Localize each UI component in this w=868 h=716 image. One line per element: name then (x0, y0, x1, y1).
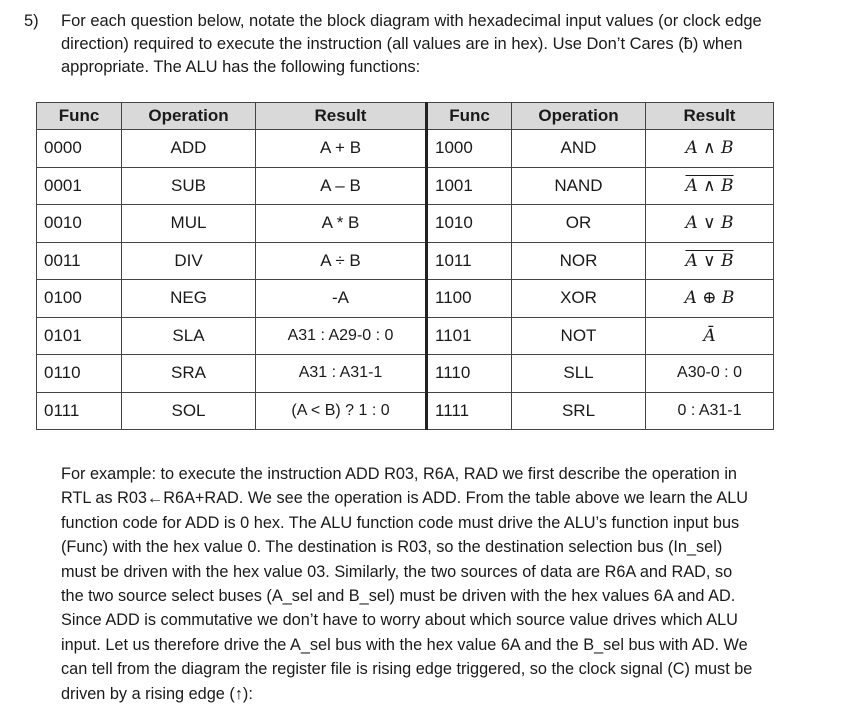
operation: ADD (122, 130, 256, 168)
operation: NAND (512, 167, 646, 205)
result: A ∨ B (646, 205, 774, 243)
result: A ∨ B (685, 250, 734, 271)
result: A31 : A29-0 : 0 (256, 317, 427, 355)
result: 0 : A31-1 (646, 392, 774, 430)
question-line: direction) required to execute the instruction (all values are in hex). Use Don’t Cares (ƀ) when (61, 35, 743, 53)
operation: NOT (512, 317, 646, 355)
table-row (37, 242, 774, 280)
question-number: 5) (24, 12, 39, 30)
operation: SUB (122, 167, 256, 205)
func-code: 1101 (427, 317, 512, 355)
header-result: Result (256, 103, 427, 130)
result: A ∧ B (685, 175, 734, 196)
header-operation: Operation (122, 103, 256, 130)
example-line: must be driven with the hex value 03. Similarly, the two sources of data are R6A and RAD, so (61, 562, 733, 581)
operation: NEG (122, 280, 256, 318)
operation: OR (512, 205, 646, 243)
result: A ⊕ B (646, 280, 774, 318)
func-code: 1011 (427, 242, 512, 280)
func-code: 1111 (427, 392, 512, 430)
question-line: For each question below, notate the block diagram with hexadecimal input values (or clock edge (61, 12, 762, 30)
func-code: 0101 (37, 317, 122, 355)
result: A30-0 : 0 (646, 355, 774, 393)
func-code: 0011 (37, 242, 122, 280)
example-paragraph (61, 462, 821, 706)
example-line: function code for ADD is 0 hex. The ALU function code must drive the ALU’s function input bus (61, 513, 740, 532)
operation: SRL (512, 392, 646, 430)
example-line: (Func) with the hex value 0. The destination is R03, so the destination selection bus (In_sel) (61, 538, 723, 557)
func-code: 1110 (427, 355, 512, 393)
header-func: Func (37, 103, 122, 130)
question-line: appropriate. The ALU has the following functions: (61, 58, 421, 76)
result: A31 : A31-1 (256, 355, 427, 393)
result: A + B (256, 130, 427, 168)
operation: SLA (122, 317, 256, 355)
func-code: 1010 (427, 205, 512, 243)
header-func-2: Func (427, 103, 512, 130)
operation: DIV (122, 242, 256, 280)
result: (A < B) ? 1 : 0 (256, 392, 427, 430)
operation: SRA (122, 355, 256, 393)
operation: NOR (512, 242, 646, 280)
func-code: 1000 (427, 130, 512, 168)
table-row (37, 205, 774, 243)
result: A – B (256, 167, 427, 205)
example-line: driven by a rising edge (↑): (61, 684, 253, 703)
result: A ÷ B (256, 242, 427, 280)
result: -A (256, 280, 427, 318)
func-code: 0000 (37, 130, 122, 168)
table-row (37, 355, 774, 393)
header-result-2: Result (646, 103, 774, 130)
table-header-row (37, 103, 774, 130)
result: Ā (646, 317, 774, 355)
example-line: Since ADD is commutative we don’t have to worry about which source value drives which ALU (61, 611, 738, 630)
func-code: 0001 (37, 167, 122, 205)
header-operation-2: Operation (512, 103, 646, 130)
alu-function-table (36, 102, 774, 430)
operation: MUL (122, 205, 256, 243)
func-code: 0010 (37, 205, 122, 243)
example-line: the two source select buses (A_sel and B_sel) must be driven with the hex values 6A and AD. (61, 587, 736, 606)
result: A * B (256, 205, 427, 243)
example-line: RTL as R03←R6A+RAD. We see the operation is ADD. From the table above we learn the ALU (61, 489, 749, 508)
operation: SLL (512, 355, 646, 393)
table-row (37, 280, 774, 318)
operation: SOL (122, 392, 256, 430)
example-line: For example: to execute the instruction ADD R03, R6A, RAD we first describe the operation in (61, 465, 737, 483)
example-line: input. Let us therefore drive the A_sel bus with the hex value 6A and the B_sel bus with AD. We (61, 635, 748, 654)
result: A ∧ B (646, 130, 774, 168)
table-row (37, 130, 774, 168)
operation: XOR (512, 280, 646, 318)
table-row (37, 167, 774, 205)
func-code: 1001 (427, 167, 512, 205)
example-line: can tell from the diagram the register file is rising edge triggered, so the clock signal (C) must be (61, 660, 753, 679)
question-text (61, 10, 821, 79)
func-code: 0110 (37, 355, 122, 393)
func-code: 0100 (37, 280, 122, 318)
operation: AND (512, 130, 646, 168)
table-row (37, 317, 774, 355)
table-row (37, 392, 774, 430)
func-code: 1100 (427, 280, 512, 318)
func-code: 0111 (37, 392, 122, 430)
